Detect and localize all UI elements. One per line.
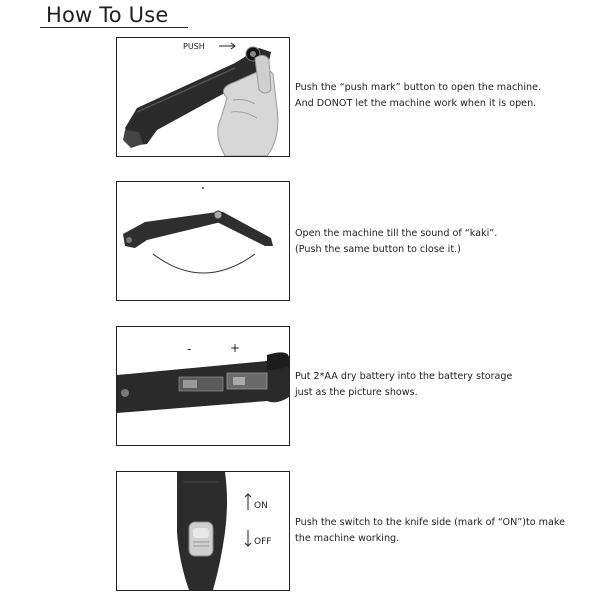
off-arrow (245, 530, 251, 546)
power-switch-image (117, 472, 289, 590)
step-1-illustration (116, 37, 290, 157)
on-arrow (245, 494, 251, 510)
push-label: PUSH (183, 42, 205, 51)
step-2-illustration (116, 181, 290, 301)
step-2-line-1: Open the machine till the sound of “kaki”. (295, 228, 498, 239)
hand-pressing-button-image (117, 38, 289, 156)
step-2-line-2: (Push the same button to close it.) (295, 244, 461, 255)
step-1-line-2: And DONOT let the machine work when it is open. (295, 98, 537, 109)
step-4-line-1: Push the switch to the knife side (mark of “ON”)to make (295, 517, 566, 528)
step-4-illustration (116, 471, 290, 591)
battery-storage-image (117, 327, 289, 445)
step-1-line-1: Push the “push mark” button to open the machine. (295, 82, 542, 93)
plus-label: + (230, 341, 241, 355)
title-underline (40, 27, 188, 28)
minus-label: - (187, 342, 192, 356)
page-title: How To Use (46, 3, 169, 27)
push-arrow (219, 43, 235, 49)
step-3-text (295, 369, 585, 401)
machine-opened-image (117, 182, 289, 300)
step-4-text (295, 515, 585, 547)
step-4-line-2: the machine working. (295, 533, 400, 544)
step-3-line-2: just as the picture shows. (295, 387, 418, 398)
step-2-text (295, 226, 585, 258)
step-3-line-1: Put 2*AA dry battery into the battery storage (295, 371, 513, 382)
on-label: ON (254, 501, 268, 511)
step-3-illustration (116, 326, 290, 446)
off-label: OFF (254, 537, 272, 547)
step-1-text (295, 80, 585, 112)
